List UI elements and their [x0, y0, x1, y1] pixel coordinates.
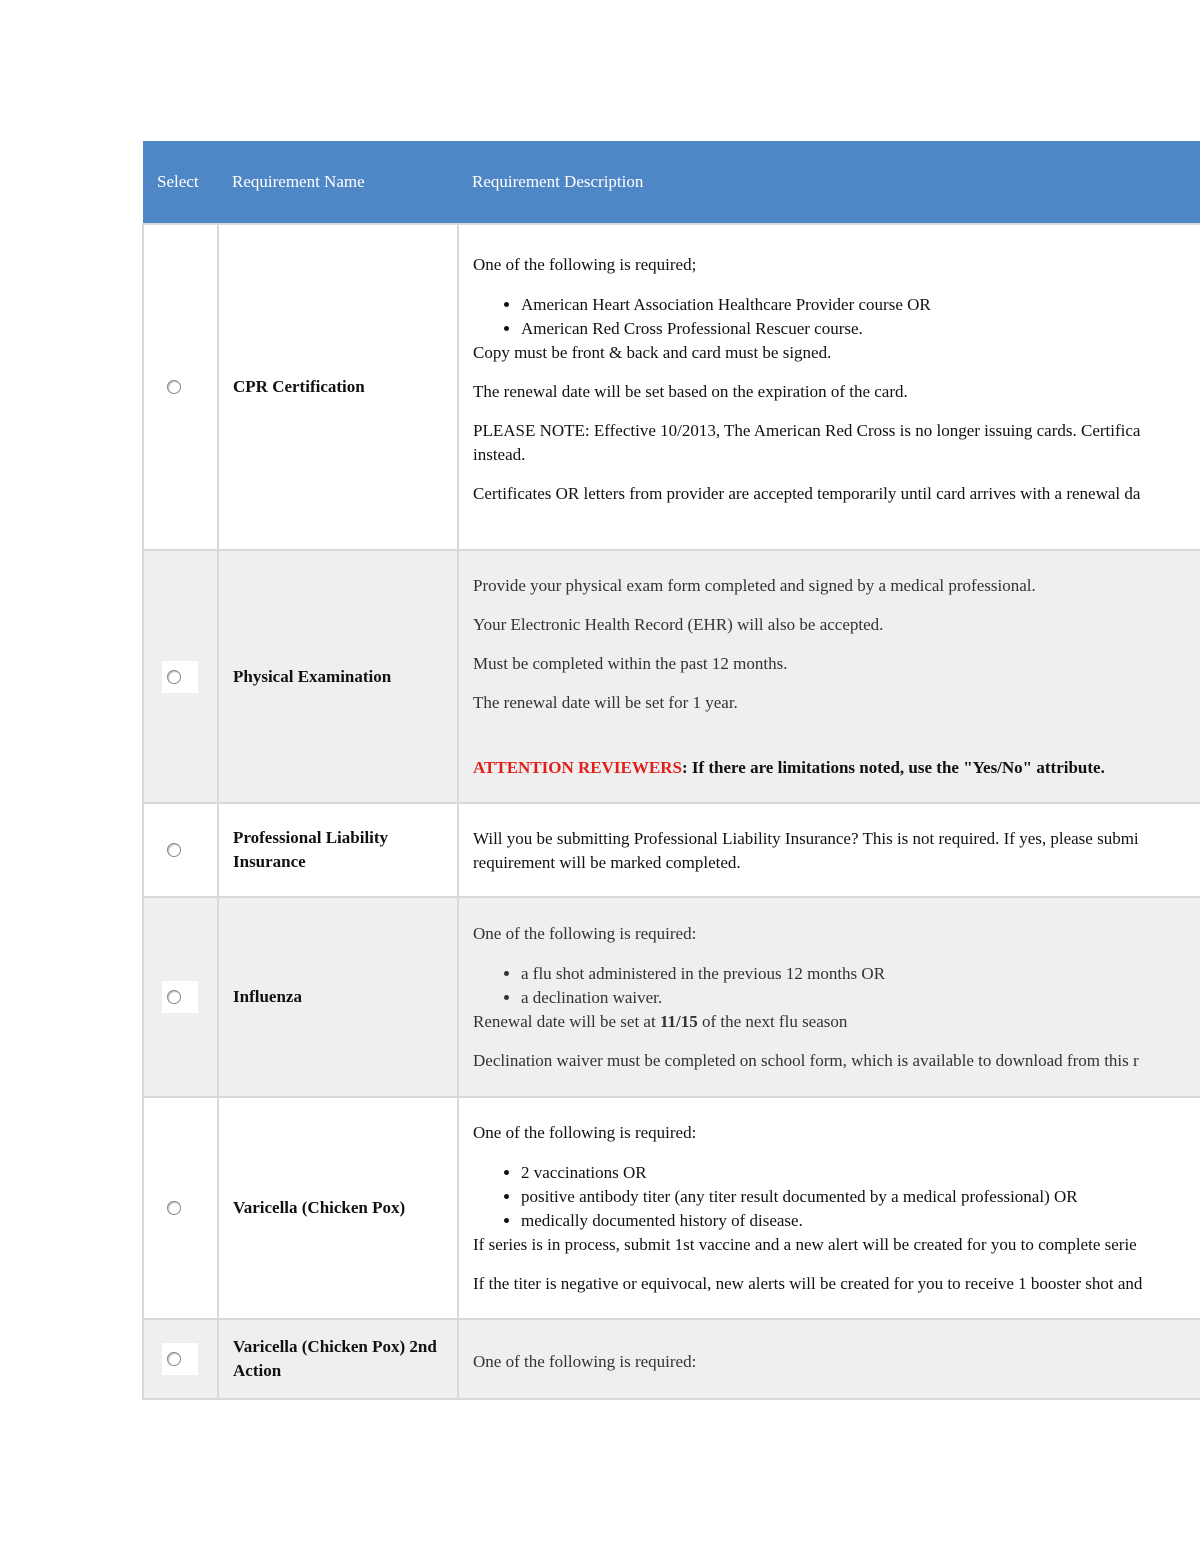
table-header-row [143, 141, 1200, 224]
desc-text: Copy must be front & back and card must be signed. [473, 343, 832, 362]
requirement-name: Professional Liability Insurance [218, 803, 458, 897]
attention-text: : If there are limitations noted, use the "Yes/No" attribute. [681, 757, 1105, 777]
desc-text: Declination waiver must be completed on school form, which is available to download from this r [473, 1050, 1139, 1070]
requirement-description [458, 897, 1200, 1097]
desc-note-line1: PLEASE NOTE: Effective 10/2013, The American Red Cross is no longer issuing cards. Certifica [473, 421, 1141, 440]
header-select: Select [143, 141, 218, 224]
desc-text: If series is in process, submit 1st vaccine and a new alert will be created for you to complete serie [473, 1234, 1137, 1254]
requirement-name: Varicella (Chicken Pox) 2nd Action [218, 1319, 458, 1399]
attention-label: ATTENTION REVIEWERS [473, 757, 682, 777]
select-radio-varicella-2nd[interactable] [162, 1343, 198, 1375]
radio-icon [167, 1201, 181, 1215]
select-cell [143, 1097, 218, 1319]
requirement-description [458, 1097, 1200, 1319]
list-item: • a declination waiver. [521, 986, 1200, 1010]
select-cell [143, 550, 218, 803]
desc-text: The renewal date will be set for 1 year. [473, 692, 738, 712]
requirement-name: CPR Certification [218, 224, 458, 550]
desc-text: The renewal date will be set based on the expiration of the card. [473, 382, 908, 401]
desc-text: Your Electronic Health Record (EHR) will also be accepted. [473, 614, 884, 634]
list-item: • positive antibody titer (any titer result documented by a medical professional) OR [521, 1185, 1200, 1209]
requirement-name: Varicella (Chicken Pox) [218, 1097, 458, 1319]
list-item: • a flu shot administered in the previous 12 months OR [521, 962, 1200, 986]
desc-text: Certificates OR letters from provider are accepted temporarily until card arrives with a renewal da [473, 484, 1141, 503]
table-row-influenza [143, 897, 1200, 1097]
table-row-physical-examination [143, 550, 1200, 803]
select-cell [143, 1319, 218, 1399]
requirement-description [458, 224, 1200, 550]
radio-icon [167, 843, 181, 857]
radio-icon [167, 670, 181, 684]
desc-text: Provide your physical exam form completed and signed by a medical professional. [473, 575, 1036, 595]
desc-text: If the titer is negative or equivocal, new alerts will be created for you to receive 1 booster shot and [473, 1273, 1143, 1293]
list-item: • medically documented history of disease. [521, 1209, 1200, 1233]
desc-note-line2: instead. [473, 445, 526, 464]
header-requirement-description: Requirement Description [458, 141, 1200, 224]
select-radio-cpr[interactable] [162, 371, 198, 403]
desc-note [473, 419, 1200, 467]
desc-intro: One of the following is required: [473, 923, 697, 943]
desc-renewal [473, 1010, 1200, 1034]
select-radio-influenza[interactable] [162, 981, 198, 1013]
desc-text: Must be completed within the past 12 months. [473, 653, 788, 673]
radio-icon [167, 380, 181, 394]
list-item: • American Heart Association Healthcare Provider course OR [521, 293, 1200, 317]
select-cell [143, 897, 218, 1097]
table-row-varicella [143, 1097, 1200, 1319]
radio-icon [167, 1352, 181, 1366]
desc-text: Will you be submitting Professional Liability Insurance? This is not required. If yes, please submi [473, 829, 1139, 848]
desc-bullets [473, 293, 1200, 341]
desc-text: requirement will be marked completed. [473, 853, 741, 872]
desc-bullets [473, 1161, 1200, 1233]
header-requirement-name: Requirement Name [218, 141, 458, 224]
list-item: • American Red Cross Professional Rescuer course. [521, 317, 1200, 341]
select-radio-varicella[interactable] [162, 1192, 198, 1224]
requirements-table [142, 141, 1200, 1400]
requirement-description [458, 803, 1200, 897]
table-row-varicella-2nd-action [143, 1319, 1200, 1399]
requirement-name: Physical Examination [218, 550, 458, 803]
desc-intro: One of the following is required; [473, 255, 697, 274]
desc-bullets [473, 962, 1200, 1010]
desc-intro: One of the following is required: [473, 1122, 697, 1142]
attention-note [473, 756, 1200, 780]
select-cell [143, 224, 218, 550]
renewal-suffix: of the next flu season [697, 1011, 848, 1031]
list-item: • 2 vaccinations OR [521, 1161, 1200, 1185]
renewal-prefix: Renewal date will be set at [473, 1011, 660, 1031]
radio-icon [167, 990, 181, 1004]
requirement-description [458, 550, 1200, 803]
table-row-professional-liability [143, 803, 1200, 897]
desc-intro: One of the following is required: [473, 1352, 697, 1371]
renewal-date: 11/15 [659, 1011, 698, 1031]
select-radio-liability[interactable] [162, 834, 198, 866]
requirement-name: Influenza [218, 897, 458, 1097]
requirement-description [458, 1319, 1200, 1399]
select-cell [143, 803, 218, 897]
table-row-cpr-certification [143, 224, 1200, 550]
select-radio-physical[interactable] [162, 661, 198, 693]
